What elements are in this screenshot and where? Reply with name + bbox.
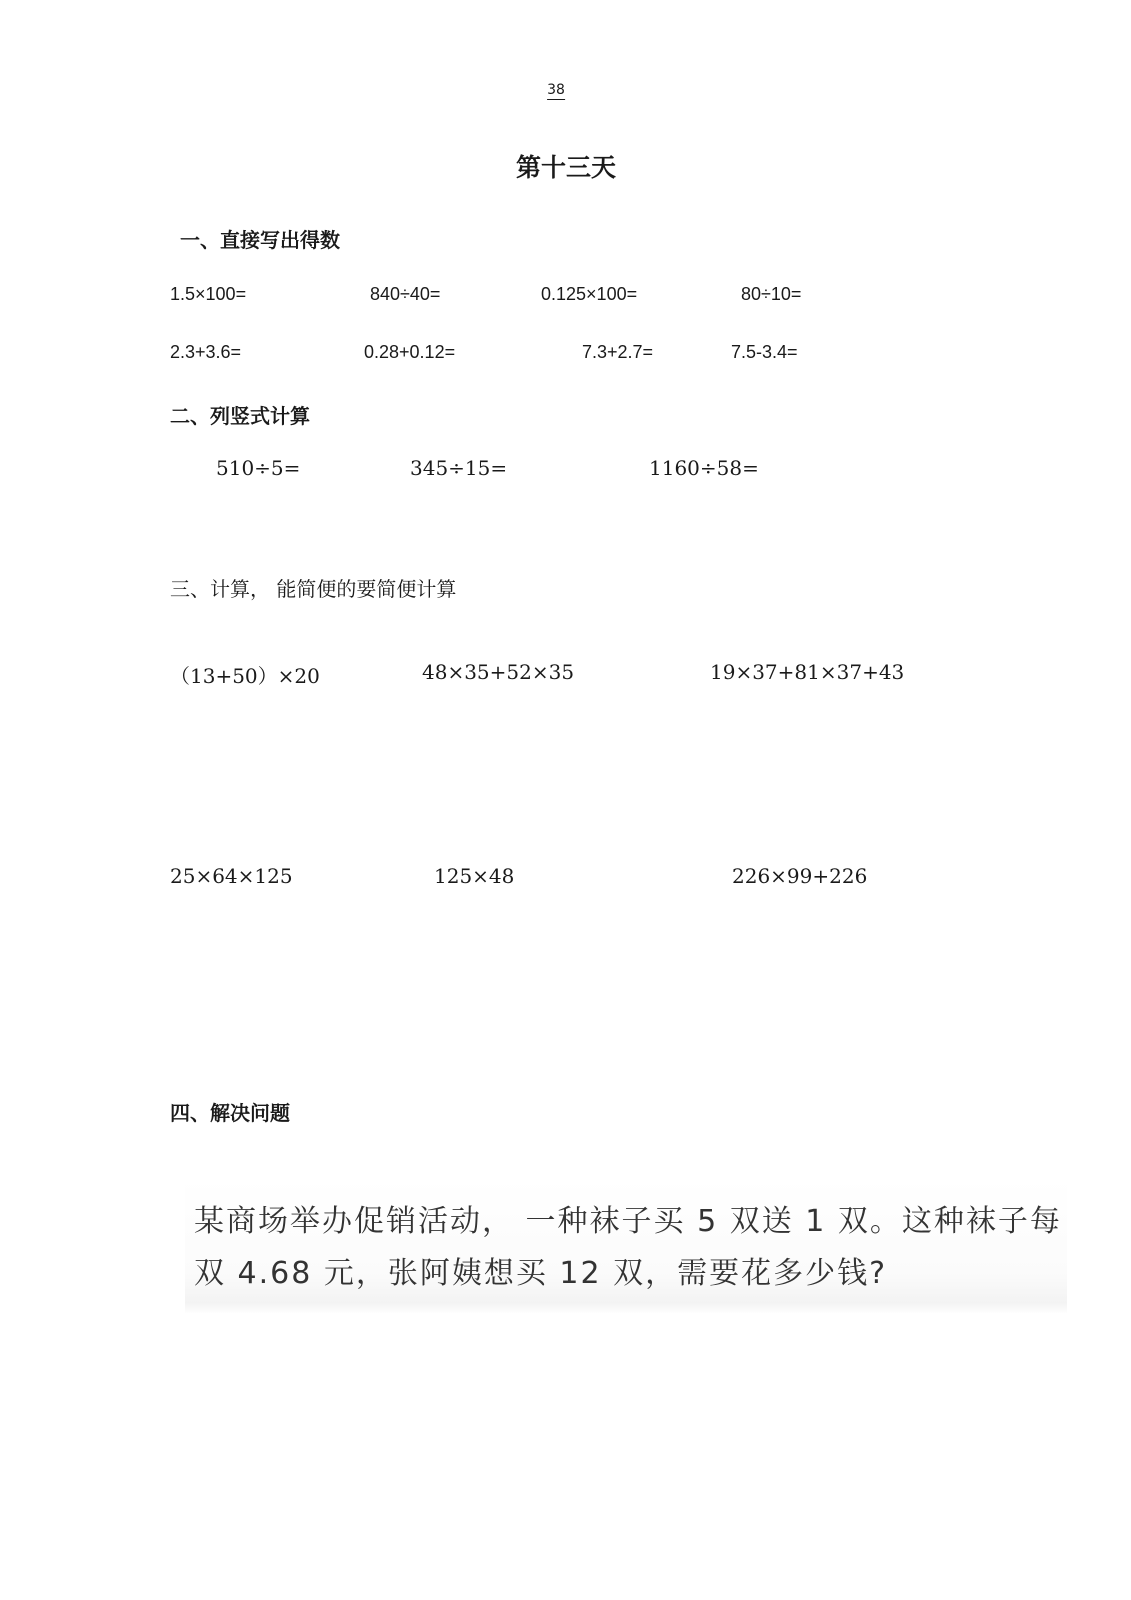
word-problem-line: 某商场举办促销活动， 一种袜子买 5 双送 1 双。这种袜子每 xyxy=(194,1204,1062,1239)
calc-item: （13+50）×20 xyxy=(170,664,320,688)
vertical-calc-item: 1160÷58= xyxy=(649,456,759,480)
oral-item: 80÷10= xyxy=(741,284,802,304)
word-problem-line: 双 4.68 元，张阿姨想买 12 双，需要花多少钱? xyxy=(194,1256,888,1291)
oral-item: 0.125×100= xyxy=(541,284,638,304)
section-4-heading: 四、解决问题 xyxy=(170,1101,290,1125)
oral-item: 1.5×100= xyxy=(170,284,247,304)
oral-item: 2.3+3.6= xyxy=(170,342,242,362)
calc-item: 19×37+81×37+43 xyxy=(710,660,905,684)
calc-item: 125×48 xyxy=(434,864,515,888)
section-2-heading: 二、列竖式计算 xyxy=(170,404,310,428)
oral-item: 0.28+0.12= xyxy=(364,342,456,362)
vertical-calc-item: 510÷5= xyxy=(216,456,301,480)
oral-item: 7.5-3.4= xyxy=(731,342,798,362)
calc-item: 25×64×125 xyxy=(170,864,293,888)
calc-item: 226×99+226 xyxy=(732,864,868,888)
calc-item: 48×35+52×35 xyxy=(422,660,575,684)
section-3-heading: 三、计算， 能简便的要简便计算 xyxy=(170,577,457,601)
page-title: 第十三天 xyxy=(515,153,617,182)
oral-item: 7.3+2.7= xyxy=(582,342,654,362)
oral-item: 840÷40= xyxy=(370,284,441,304)
vertical-calc-item: 345÷15= xyxy=(410,456,508,480)
section-1-heading: 一、直接写出得数 xyxy=(180,228,340,252)
page-number: 38 xyxy=(547,82,565,98)
